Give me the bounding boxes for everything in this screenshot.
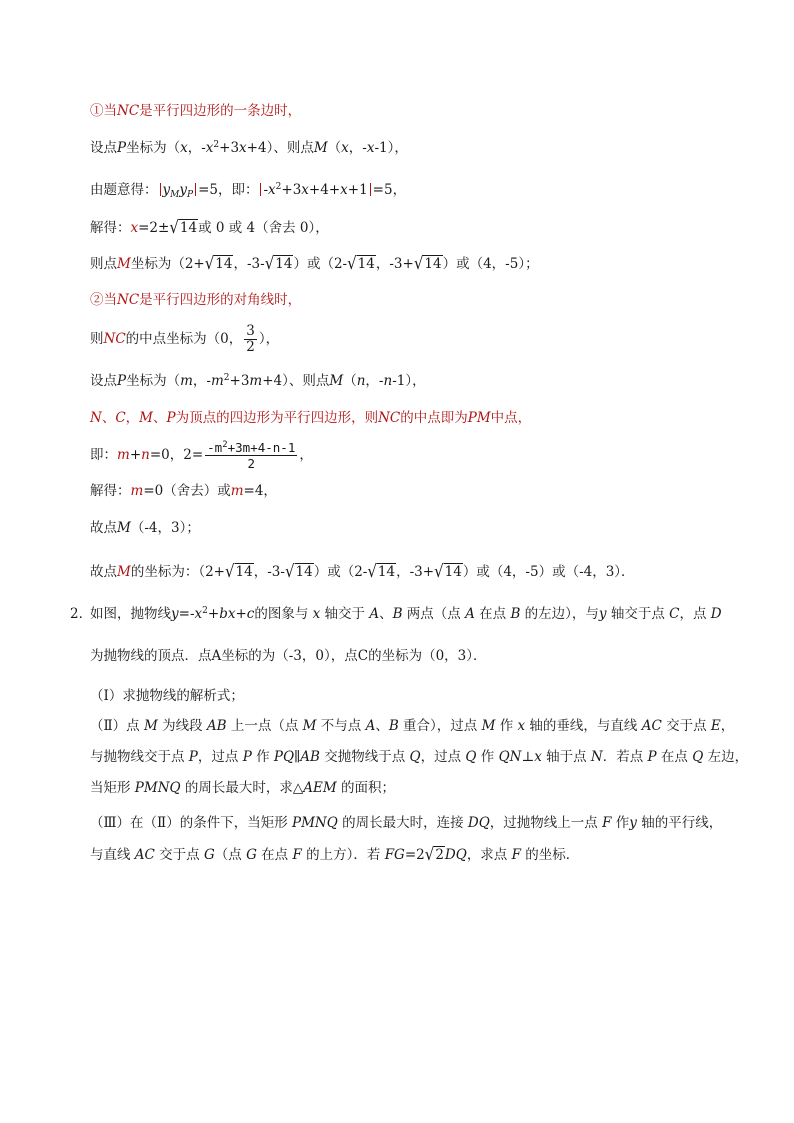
case1-solve: 解得：x=2±√14或 0 或 4（舍去 0）， bbox=[90, 216, 329, 238]
case1-header: ①当NC是平行四边形的一条边时， bbox=[90, 103, 302, 119]
problem2-stem-line2: 为抛物线的顶点．点A坐标的为（-3，0），点C的坐标为（0，3）． bbox=[90, 648, 487, 664]
case2-statement: N、C，M、P为顶点的四边形为平行四边形，则NC的中点即为PM中点， bbox=[90, 410, 532, 426]
case1-points: 则点M坐标为（2+√14，-3-√14）或（2-√14，-3+√14）或（4，-5）； bbox=[90, 252, 539, 274]
problem2-part3-line1: （Ⅲ）在（Ⅱ）的条件下，当矩形 PMNQ 的周长最大时，连接 DQ，过抛物线上一点 F 作y 轴的平行线， bbox=[90, 815, 723, 831]
case2-result: 故点M（-4，3）； bbox=[90, 520, 200, 536]
problem2-part2-line1: （Ⅱ）点 M 为线段 AB 上一点（点 M 不与点 A、B 重合），过点 M 作 x 轴的垂线，与直线 AC 交于点 E， bbox=[90, 718, 735, 734]
problem2-part3-line2: 与直线 AC 交于点 G（点 G 在点 F 的上方）．若 FG=2√2DQ，求点 F 的坐标． bbox=[90, 843, 580, 865]
case1-set-p: 设点P坐标为（x，$-x^2+3x+4$）、则点M（x，-x-1）， bbox=[90, 140, 408, 156]
case1-condition: 由题意得： $y_My_P =5$，即： $-x^2+3x+4+x+1 =5$， bbox=[90, 182, 407, 200]
case2-header: ②当NC是平行四边形的对角线时， bbox=[90, 292, 302, 308]
problem2-number: 2． bbox=[70, 606, 93, 622]
problem2-part2-line3: 当矩形 PMNQ 的周长最大时，求△AEM 的面积； bbox=[90, 780, 396, 796]
problem2-part1: （Ⅰ）求抛物线的解析式； bbox=[90, 688, 244, 704]
case2-equations: 即：m+n=0，2= $\frac{-m^2+3m+4-n-1}{2}$ ， bbox=[90, 440, 313, 471]
case2-set-p: 设点P坐标为（m，$-m^2+3m+4$）、则点M（n，-n-1）， bbox=[90, 373, 426, 389]
problem2-stem-line1: 如图，抛物线$y=-x^2+bx+c$的图象与 x 轴交于 A、B 两点（点 A 在点 B 的左边），与y 轴交于点 C，点 D bbox=[90, 606, 722, 622]
case2-midpoint: 则NC的中点坐标为（0， $\frac{3}{2}$ ）， bbox=[90, 323, 280, 355]
final-answer: 故点M的坐标为：（2+√14，-3-√14）或（2-√14，-3+√14）或（4，-5）或（-4，3）． bbox=[90, 560, 635, 582]
problem2-part2-line2: 与抛物线交于点 P，过点 P 作 PQ∥AB 交抛物线于点 Q，过点 Q 作 QN⊥x 轴于点 N．若点 P 在点 Q 左边， bbox=[90, 749, 749, 765]
case2-solve: 解得：m=0（舍去）或m=4， bbox=[90, 483, 277, 499]
